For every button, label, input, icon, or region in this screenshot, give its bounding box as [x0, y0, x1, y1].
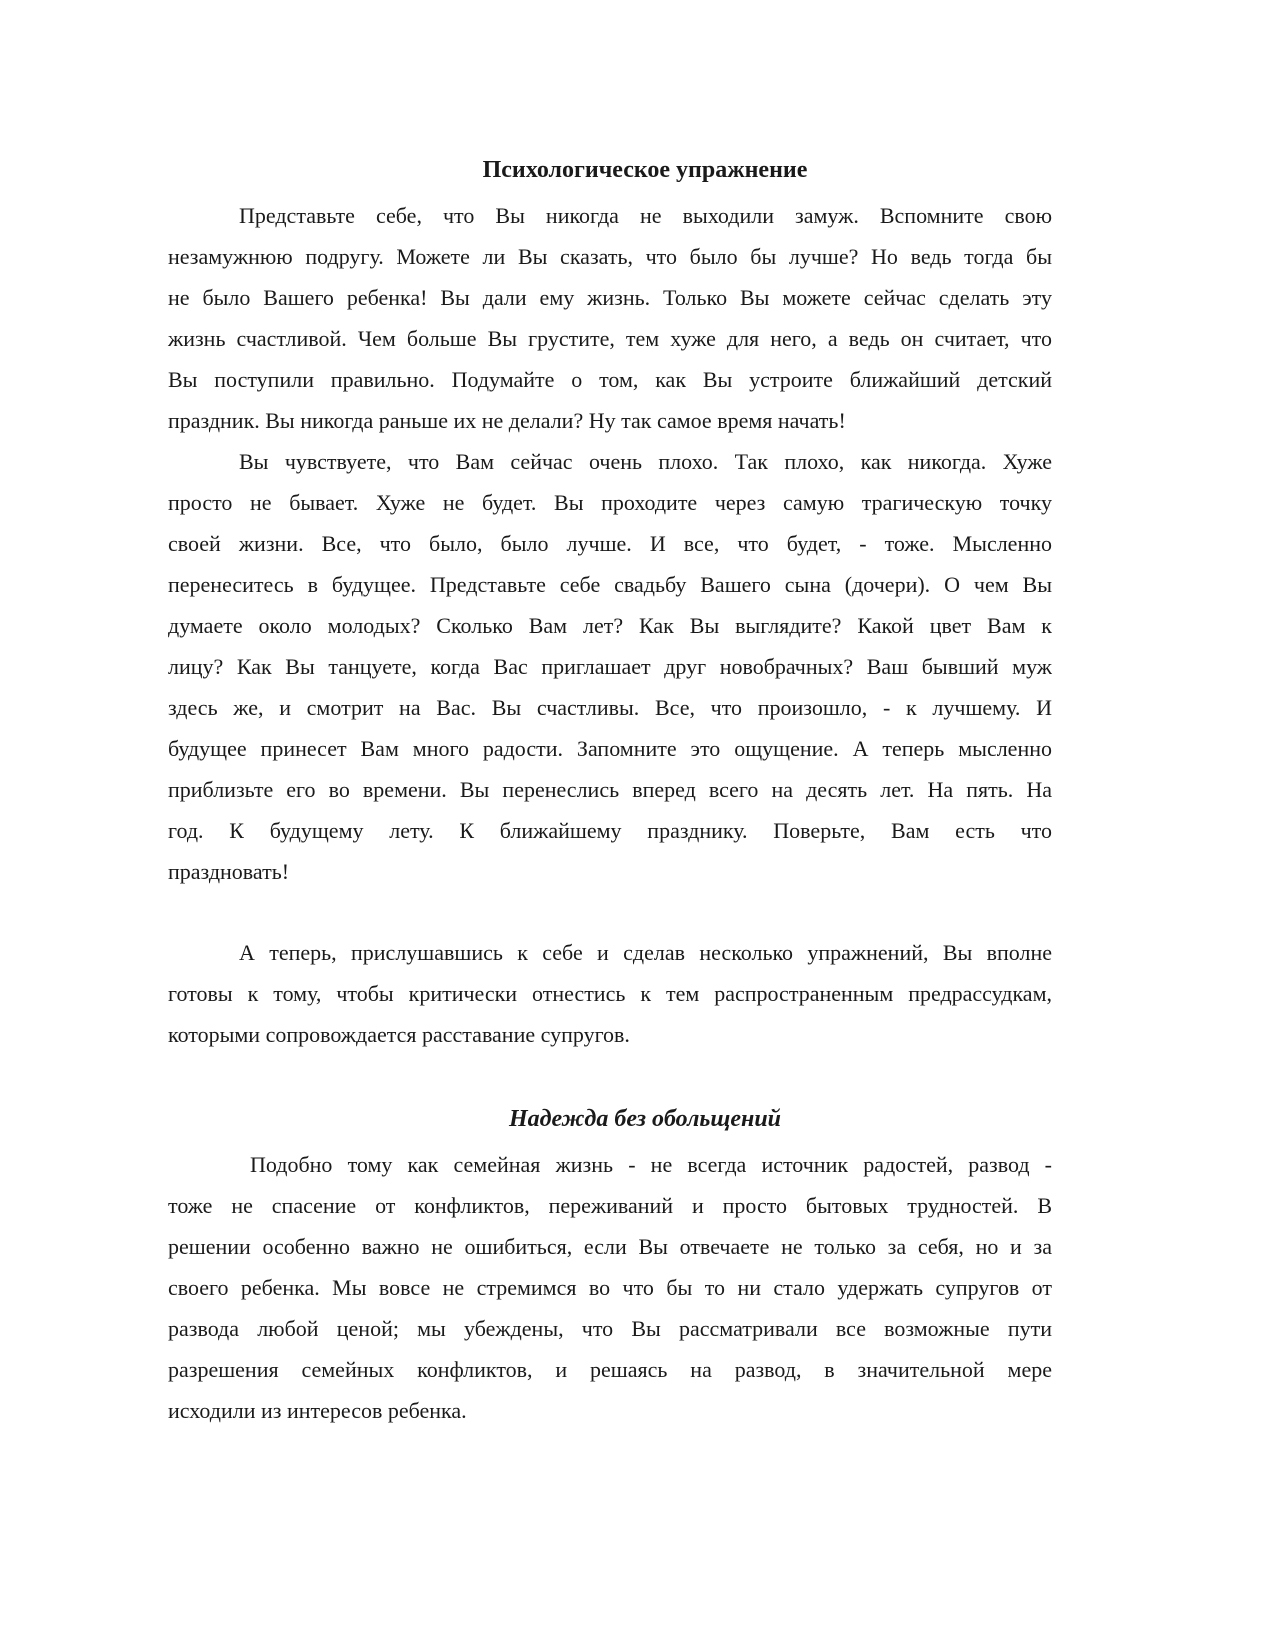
text-line: лицу? Как Вы танцуете, когда Вас приглашает друг новобрачных? Ваш бывший муж	[168, 654, 1052, 679]
text-line: думаете около молодых? Сколько Вам лет? Как Вы выглядите? Какой цвет Вам к	[168, 613, 1052, 638]
text-line: жизнь счастливой. Чем больше Вы грустите, тем хуже для него, а ведь он считает, что	[168, 326, 1052, 351]
text-line: тоже не спасение от конфликтов, переживаний и просто бытовых трудностей. В	[168, 1193, 1052, 1218]
text-line: Вы чувствуете, что Вам сейчас очень плохо. Так плохо, как никогда. Хуже	[239, 449, 1052, 474]
paragraph-4	[168, 1144, 1052, 1431]
paragraph-2	[168, 441, 1052, 892]
text-line: перенеситесь в будущее. Представьте себе свадьбу Вашего сына (дочери). О чем Вы	[168, 572, 1052, 597]
text-line: Вы поступили правильно. Подумайте о том, как Вы устроите ближайший детский	[168, 367, 1052, 392]
text-line: своего ребенка. Мы вовсе не стремимся во что бы то ни стало удержать супругов от	[168, 1275, 1052, 1300]
text-line: праздник. Вы никогда раньше их не делали? Ну так самое время начать!	[168, 408, 846, 433]
text-line: будущее принесет Вам много радости. Запомните это ощущение. А теперь мысленно	[168, 736, 1052, 761]
text-line: готовы к тому, чтобы критически отнестись к тем распространенным предрассудкам,	[168, 981, 1052, 1006]
text-line: приблизьте его во времени. Вы перенеслись вперед всего на десять лет. На пять. На	[168, 777, 1052, 802]
text-line: развода любой ценой; мы убеждены, что Вы рассматривали все возможные пути	[168, 1316, 1052, 1341]
text-line: решении особенно важно не ошибиться, если Вы отвечаете не только за себя, но и за	[168, 1234, 1052, 1259]
text-line: разрешения семейных конфликтов, и решаясь на развод, в значительной мере	[168, 1357, 1052, 1382]
paragraph-3	[168, 932, 1052, 1055]
heading-hope-without-illusions: Надежда без обольщений	[508, 1106, 782, 1132]
text-line: просто не бывает. Хуже не будет. Вы проходите через самую трагическую точку	[168, 490, 1052, 515]
text-line: А теперь, прислушавшись к себе и сделав несколько упражнений, Вы вполне	[239, 940, 1052, 965]
text-line: год. К будущему лету. К ближайшему празднику. Поверьте, Вам есть что	[168, 818, 1052, 843]
text-line: своей жизни. Все, что было, было лучше. И все, что будет, - тоже. Мысленно	[168, 531, 1052, 556]
text-line: Представьте себе, что Вы никогда не выходили замуж. Вспомните свою	[239, 203, 1052, 228]
text-line: которыми сопровождается расставание супругов.	[168, 1022, 630, 1047]
paragraph-1	[168, 195, 1052, 441]
text-line: не было Вашего ребенка! Вы дали ему жизнь. Только Вы можете сейчас сделать эту	[168, 285, 1052, 310]
text-line: исходили из интересов ребенка.	[168, 1398, 467, 1423]
text-line: Подобно тому как семейная жизнь - не всегда источник радостей, развод -	[250, 1152, 1052, 1177]
text-line: праздновать!	[168, 859, 290, 884]
text-line: незамужнюю подругу. Можете ли Вы сказать, что было бы лучше? Но ведь тогда бы	[168, 244, 1052, 269]
text-line: здесь же, и смотрит на Вас. Вы счастливы. Все, что произошло, - к лучшему. И	[168, 695, 1052, 720]
heading-psychological-exercise: Психологическое упражнение	[482, 157, 808, 183]
